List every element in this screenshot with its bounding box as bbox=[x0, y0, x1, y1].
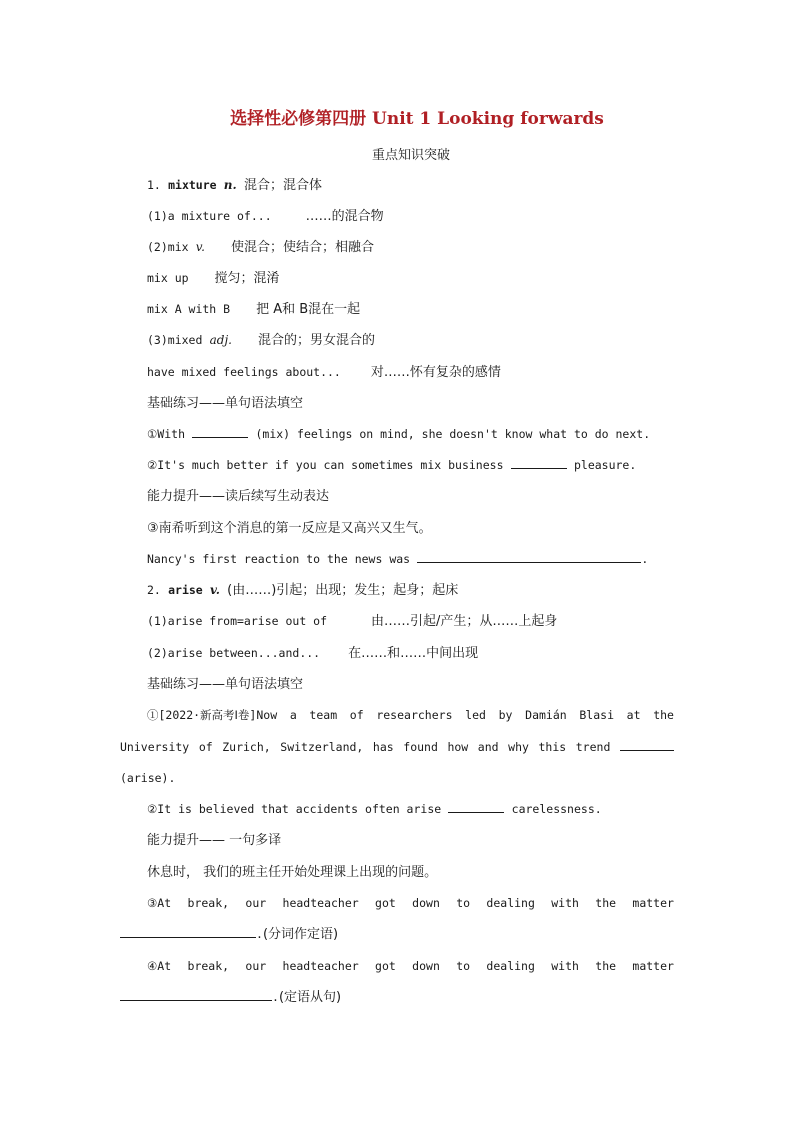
item2-exercise3-line1: ③At break, our headteacher got down to dealing with the matter bbox=[147, 896, 674, 910]
part-of-speech: n. bbox=[223, 178, 237, 192]
fill-blank[interactable] bbox=[448, 799, 504, 813]
item1-heading: 1. mixture n. 混合；混合体 bbox=[147, 178, 322, 193]
item2-advanced-label: 能力提升—— 一句多译 bbox=[147, 833, 282, 848]
item1-basic-label: 基础练习——单句语法填空 bbox=[147, 396, 304, 411]
page-title: 选择性必修第四册 Unit 1 Looking forwards bbox=[230, 109, 604, 129]
item1-exercise2: ②It's much better if you can sometimes mix business pleasure. bbox=[147, 455, 636, 475]
item2-exercise1-line2: University of Zurich, Switzerland, has found how and why this trend bbox=[120, 737, 674, 757]
item1-line4: mix A with B 把 A和 B混在一起 bbox=[147, 302, 361, 317]
item1-line1: (1)a mixture of... ……的混合物 bbox=[147, 209, 384, 224]
item1-line2: (2)mix v. 使混合；使结合；相融合 bbox=[147, 240, 374, 255]
item1-line3: mix up 搅匀；混淆 bbox=[147, 271, 280, 286]
fill-blank[interactable] bbox=[120, 987, 272, 1001]
item2-line2: (2)arise between...and... 在……和……中间出现 bbox=[147, 646, 479, 661]
item1-line5: (3)mixed adj. 混合的；男女混合的 bbox=[147, 333, 376, 348]
item2-exercise1-line3: (arise). bbox=[120, 771, 176, 785]
item2-exercise1-line1: ①[2022·新高考Ⅰ卷]Now a team of researchers led by Damián Blasi at the bbox=[147, 708, 674, 722]
fill-blank[interactable] bbox=[120, 924, 256, 938]
item2-exercise4-line1: ④At break, our headteacher got down to dealing with the matter bbox=[147, 959, 674, 973]
fill-blank[interactable] bbox=[620, 737, 674, 751]
headword: arise bbox=[168, 583, 203, 597]
item2-exercise2: ②It is believed that accidents often arise carelessness. bbox=[147, 799, 602, 819]
item1-exercise3-cn: ③南希听到这个消息的第一反应是又高兴又生气。 bbox=[147, 521, 432, 536]
fill-blank[interactable] bbox=[417, 549, 641, 563]
item2-exercise4-line2: .(定语从句) bbox=[120, 987, 341, 1008]
fill-blank[interactable] bbox=[192, 424, 248, 438]
item2-exercise3-line2: .(分词作定语) bbox=[120, 924, 338, 945]
item2-heading: 2. arise v. (由……)引起；出现；发生；起身；起床 bbox=[147, 583, 459, 598]
page-subtitle: 重点知识突破 bbox=[371, 148, 450, 163]
item1-line6: have mixed feelings about... 对……怀有复杂的感情 bbox=[147, 365, 501, 380]
item1-exercise3-en: Nancy's first reaction to the news was . bbox=[147, 549, 648, 569]
item1-advanced-label: 能力提升——读后续写生动表达 bbox=[147, 489, 330, 504]
item1-exercise1: ①With (mix) feelings on mind, she doesn't know what to do next. bbox=[147, 424, 650, 444]
part-of-speech: v. bbox=[209, 583, 220, 597]
item2-translation-cn: 休息时， 我们的班主任开始处理课上出现的问题。 bbox=[147, 865, 438, 880]
item2-basic-label: 基础练习——单句语法填空 bbox=[147, 677, 304, 692]
item2-line1: (1)arise from=arise out of 由……引起/产生；从……上起身 bbox=[147, 614, 558, 629]
fill-blank[interactable] bbox=[511, 455, 567, 469]
headword: mixture bbox=[168, 178, 217, 192]
